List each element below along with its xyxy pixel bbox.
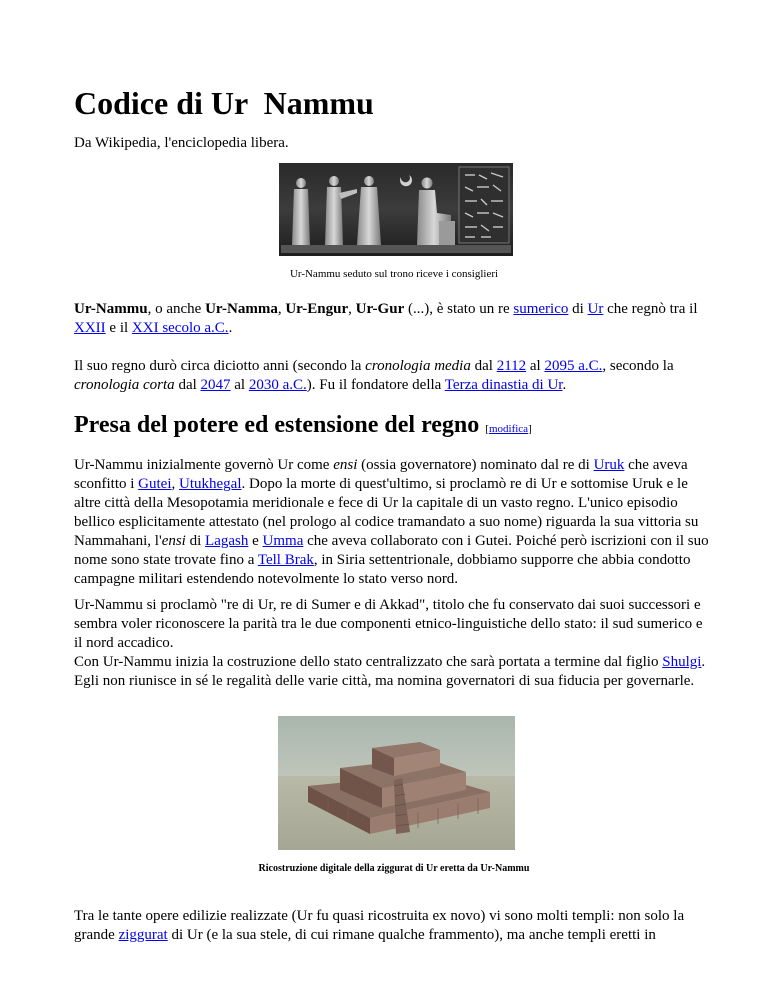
link-sumerico[interactable]: sumerico bbox=[513, 301, 569, 317]
text-run: ). Fu il fondatore della bbox=[306, 377, 445, 393]
intro-paragraph bbox=[74, 300, 714, 338]
text-run: che aveva sconfitto i bbox=[74, 457, 688, 492]
figure-caption: Ricostruzione digitale della ziggurat di Ur eretta da Ur-Nammu bbox=[258, 863, 530, 874]
page-subtitle: Da Wikipedia, l'enciclopedia libera. bbox=[74, 135, 289, 151]
text-run: (...), è stato un re bbox=[404, 301, 514, 317]
link-2030[interactable]: 2030 a.C. bbox=[248, 377, 307, 393]
buildings-paragraph bbox=[74, 907, 714, 945]
text-run: Con Ur-Nammu inizia la costruzione dello stato centralizzato che sarà portata a termine dal figlio bbox=[74, 654, 663, 670]
edit-link[interactable]: modifica bbox=[488, 423, 529, 435]
link-umma[interactable]: Umma bbox=[262, 533, 304, 549]
text-run: . bbox=[228, 320, 233, 336]
ziggurat-image[interactable] bbox=[278, 716, 515, 850]
text-run: (ossia governatore) nominato dal re di bbox=[357, 457, 594, 473]
link-utukhegal[interactable]: Utukhegal bbox=[179, 476, 242, 492]
term-ensi: ensi bbox=[333, 457, 358, 473]
text-run: , o anche bbox=[147, 301, 206, 317]
text-run: . Dopo la morte di quest'ultimo, si proclamò re di Ur e sottomise Uruk e le altre città della Mesopotamia meridionale e fece di Ur la capitale di un vasto regno. L'unico episodio bellico esplicitamente attestato (nel prologo al codice tramandato a suo nome) riguarda la sua vittoria su Nammahani, l' bbox=[74, 476, 699, 549]
reign-paragraph bbox=[74, 357, 714, 395]
ur-nammu-seal-image[interactable] bbox=[279, 163, 513, 256]
text-run: e bbox=[248, 533, 263, 549]
text-run: Ur-Nammu inizialmente governò Ur come bbox=[74, 457, 334, 473]
text-run: , bbox=[171, 476, 179, 492]
text-run: , secondo la bbox=[602, 358, 674, 374]
edit-section bbox=[485, 423, 531, 435]
link-2095[interactable]: 2095 a.C. bbox=[544, 358, 603, 374]
power-paragraph bbox=[74, 456, 714, 589]
figure-caption: Ur-Nammu seduto sul trono riceve i consiglieri bbox=[289, 268, 499, 280]
text-run: Il suo regno durò circa diciotto anni (secondo la bbox=[74, 358, 366, 374]
section-heading-text: Presa del potere ed estensione del regno bbox=[74, 412, 480, 438]
text-run: , bbox=[348, 301, 356, 317]
link-lagash[interactable]: Lagash bbox=[205, 533, 249, 549]
text-run: di Ur (e la sua stele, di cui rimane qualche frammento), ma anche templi eretti in bbox=[167, 927, 656, 943]
term-cronologia-corta: cronologia corta bbox=[74, 377, 175, 393]
state-paragraph bbox=[74, 653, 714, 691]
text-run: . bbox=[562, 377, 567, 393]
text-run: che regnò tra il bbox=[603, 301, 698, 317]
link-2112[interactable]: 2112 bbox=[496, 358, 527, 374]
text-run: , bbox=[277, 301, 286, 317]
link-terza-dinastia[interactable]: Terza dinastia di Ur bbox=[444, 377, 563, 393]
edit-bracket: ] bbox=[528, 423, 532, 435]
text-run: che aveva collaborato con i Gutei. Poiché però iscrizioni con il suo nome sono state trovate fino a bbox=[74, 533, 709, 568]
link-xxi-secolo[interactable]: XXI secolo a.C. bbox=[131, 320, 229, 336]
link-uruk[interactable]: Uruk bbox=[593, 457, 625, 473]
section-heading bbox=[74, 410, 532, 444]
text-run: dal bbox=[174, 377, 201, 393]
link-2047[interactable]: 2047 bbox=[200, 377, 231, 393]
text-run: . Egli non riunisce in sé le regalità delle varie città, ma nomina governatori di sua fiducia per governarle. bbox=[74, 654, 706, 689]
link-ur[interactable]: Ur bbox=[587, 301, 604, 317]
link-tell-brak[interactable]: Tell Brak bbox=[257, 552, 314, 568]
link-ziggurat[interactable]: ziggurat bbox=[118, 927, 168, 943]
title-paragraph: Ur-Nammu si proclamò "re di Ur, re di Sumer e di Akkad", titolo che fu conservato dai suoi successori e sembra voler riconoscere la parità tra le due componenti etnico-linguistiche dello stato: il sud sumerico e il nord accadico. bbox=[74, 597, 703, 651]
text-run: al bbox=[230, 377, 249, 393]
text-run: , in Siria settentrionale, dobbiamo supporre che abbia condotto campagne militari estendendo notevolmente lo stato verso nord. bbox=[74, 552, 691, 587]
link-shulgi[interactable]: Shulgi bbox=[662, 654, 702, 670]
term-ur-nammu: Ur-Nammu bbox=[74, 301, 148, 317]
text-run: al bbox=[526, 358, 545, 374]
text-run: e il bbox=[105, 320, 132, 336]
text-run: di bbox=[185, 533, 206, 549]
term-ur-gur: Ur-Gur bbox=[355, 301, 405, 317]
term-ensi: ensi bbox=[161, 533, 186, 549]
text-run: di bbox=[568, 301, 588, 317]
page-title: Codice di Ur Nammu bbox=[74, 85, 374, 121]
term-ur-engur: Ur-Engur bbox=[285, 301, 349, 317]
link-gutei[interactable]: Gutei bbox=[138, 476, 172, 492]
edit-bracket: [ bbox=[485, 423, 489, 435]
term-cronologia-media: cronologia media bbox=[365, 358, 471, 374]
text-run: dal bbox=[470, 358, 497, 374]
link-xxii[interactable]: XXII bbox=[74, 320, 106, 336]
term-ur-namma: Ur-Namma bbox=[205, 301, 278, 317]
text-run: Tra le tante opere edilizie realizzate (Ur fu quasi ricostruita ex novo) vi sono molti templi: non solo la grande bbox=[74, 908, 685, 943]
